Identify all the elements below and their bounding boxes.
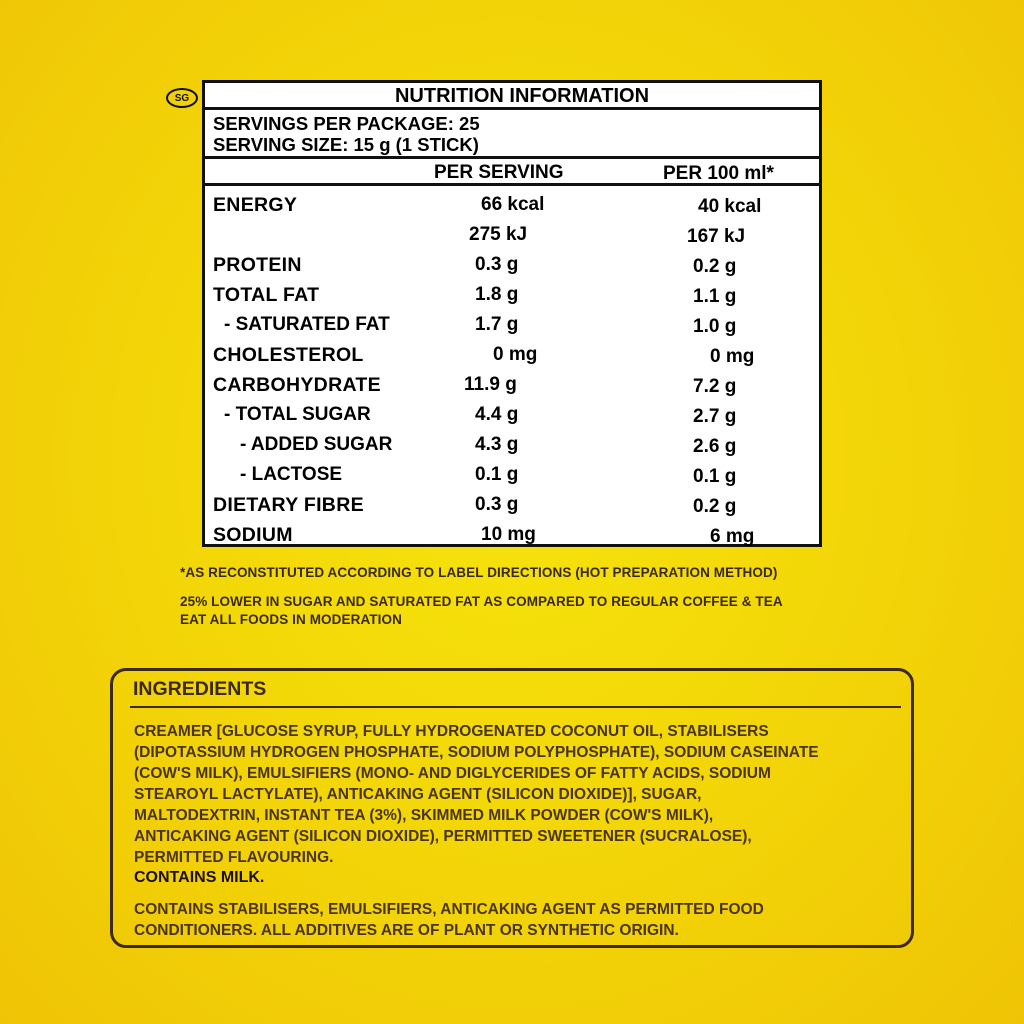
ingredient-line: ANTICAKING AGENT (SILICON DIOXIDE), PERMITTED SWEETENER (SUCRALOSE),	[134, 828, 752, 845]
per-100ml-value: 1.1 g	[693, 286, 737, 307]
sg-badge: SG	[166, 88, 198, 108]
per-serving-value: 0.1 g	[475, 464, 519, 485]
ingredient-line: PERMITTED FLAVOURING.	[134, 849, 334, 866]
per-100ml-value: 0 mg	[710, 346, 755, 367]
nutrition-row	[205, 246, 819, 276]
per-100ml-value: 0.1 g	[693, 466, 737, 487]
ingredient-line: (DIPOTASSIUM HYDROGEN PHOSPHATE, SODIUM POLYPHOSPHATE), SODIUM CASEINATE	[134, 744, 819, 761]
ingredient-line: CREAMER [GLUCOSE SYRUP, FULLY HYDROGENATED COCONUT OIL, STABILISERS	[134, 723, 769, 740]
ingredients-divider	[130, 706, 901, 708]
nutrient-label: - LACTOSE	[240, 464, 343, 485]
per-100ml-value: 7.2 g	[693, 376, 737, 397]
ingredient-line: (COW'S MILK), EMULSIFIERS (MONO- AND DIGLYCERIDES OF FATTY ACIDS, SODIUM	[134, 765, 771, 782]
serving-info	[205, 110, 819, 159]
conditioners-line-2: CONDITIONERS. ALL ADDITIVES ARE OF PLANT OR SYNTHETIC ORIGIN.	[134, 922, 679, 939]
per-100ml-value: 0.2 g	[693, 256, 737, 277]
note-moderation: EAT ALL FOODS IN MODERATION	[180, 612, 402, 627]
per-serving-value: 10 mg	[481, 524, 536, 545]
nutrient-label: SODIUM	[213, 524, 293, 546]
per-100ml-value: 1.0 g	[693, 316, 737, 337]
note-reconstituted: *AS RECONSTITUTED ACCORDING TO LABEL DIRECTIONS (HOT PREPARATION METHOD)	[180, 565, 778, 580]
nutrient-label: - TOTAL SUGAR	[224, 404, 371, 425]
nutrition-row	[205, 486, 819, 516]
nutrition-row	[205, 396, 819, 426]
nutrition-row	[205, 276, 819, 306]
ingredients-title: INGREDIENTS	[133, 678, 267, 700]
nutrient-label: DIETARY FIBRE	[213, 494, 364, 516]
servings-per-package: SERVINGS PER PACKAGE: 25	[213, 113, 480, 134]
per-100ml-value: 40 kcal	[698, 196, 762, 217]
nutrition-row	[205, 216, 819, 246]
col-per-100ml: PER 100 ml*	[663, 163, 774, 184]
per-serving-value: 0 mg	[493, 344, 538, 365]
nutrition-row	[205, 336, 819, 366]
nutrition-row	[205, 426, 819, 456]
per-100ml-value: 2.7 g	[693, 406, 737, 427]
ingredients-box	[110, 668, 914, 948]
nutrition-row	[205, 456, 819, 486]
column-headers	[205, 159, 819, 186]
nutrient-label: PROTEIN	[213, 254, 302, 276]
col-per-serving: PER SERVING	[434, 162, 564, 183]
per-serving-value: 1.8 g	[475, 284, 519, 305]
nutrition-row	[205, 516, 819, 546]
nutrient-label: CHOLESTEROL	[213, 344, 364, 366]
nutrient-label: ENERGY	[213, 194, 298, 216]
nutrient-label: - SATURATED FAT	[224, 314, 390, 335]
per-serving-value: 11.9 g	[464, 374, 517, 395]
nutrition-title: NUTRITION INFORMATION	[205, 83, 819, 110]
ingredient-line: STEAROYL LACTYLATE), ANTICAKING AGENT (SILICON DIOXIDE)], SUGAR,	[134, 786, 702, 803]
nutrition-rows	[205, 186, 819, 546]
per-serving-value: 4.4 g	[475, 404, 519, 425]
conditioners-line-1: CONTAINS STABILISERS, EMULSIFIERS, ANTICAKING AGENT AS PERMITTED FOOD	[134, 901, 764, 918]
per-serving-value: 275 kJ	[469, 224, 528, 245]
per-serving-value: 4.3 g	[475, 434, 519, 455]
per-serving-value: 0.3 g	[475, 254, 519, 275]
nutrition-row	[205, 306, 819, 336]
serving-size: SERVING SIZE: 15 g (1 STICK)	[213, 134, 479, 155]
per-100ml-value: 167 kJ	[687, 226, 746, 247]
ingredient-line: MALTODEXTRIN, INSTANT TEA (3%), SKIMMED MILK POWDER (COW'S MILK),	[134, 807, 714, 824]
per-100ml-value: 6 mg	[710, 526, 755, 547]
per-serving-value: 1.7 g	[475, 314, 519, 335]
contains-milk: CONTAINS MILK.	[134, 869, 265, 886]
nutrient-label: TOTAL FAT	[213, 284, 320, 306]
per-100ml-value: 0.2 g	[693, 496, 737, 517]
nutrition-table	[202, 80, 822, 547]
ingredients-list	[134, 721, 904, 868]
per-100ml-value: 2.6 g	[693, 436, 737, 457]
per-serving-value: 66 kcal	[481, 194, 545, 215]
nutrition-row	[205, 186, 819, 216]
ingredients-body	[134, 721, 904, 941]
nutrient-label: - ADDED SUGAR	[240, 434, 393, 455]
nutrition-row	[205, 366, 819, 396]
note-lower-sugar: 25% LOWER IN SUGAR AND SATURATED FAT AS COMPARED TO REGULAR COFFEE & TEA	[180, 594, 783, 609]
nutrient-label: CARBOHYDRATE	[213, 374, 381, 396]
per-serving-value: 0.3 g	[475, 494, 519, 515]
